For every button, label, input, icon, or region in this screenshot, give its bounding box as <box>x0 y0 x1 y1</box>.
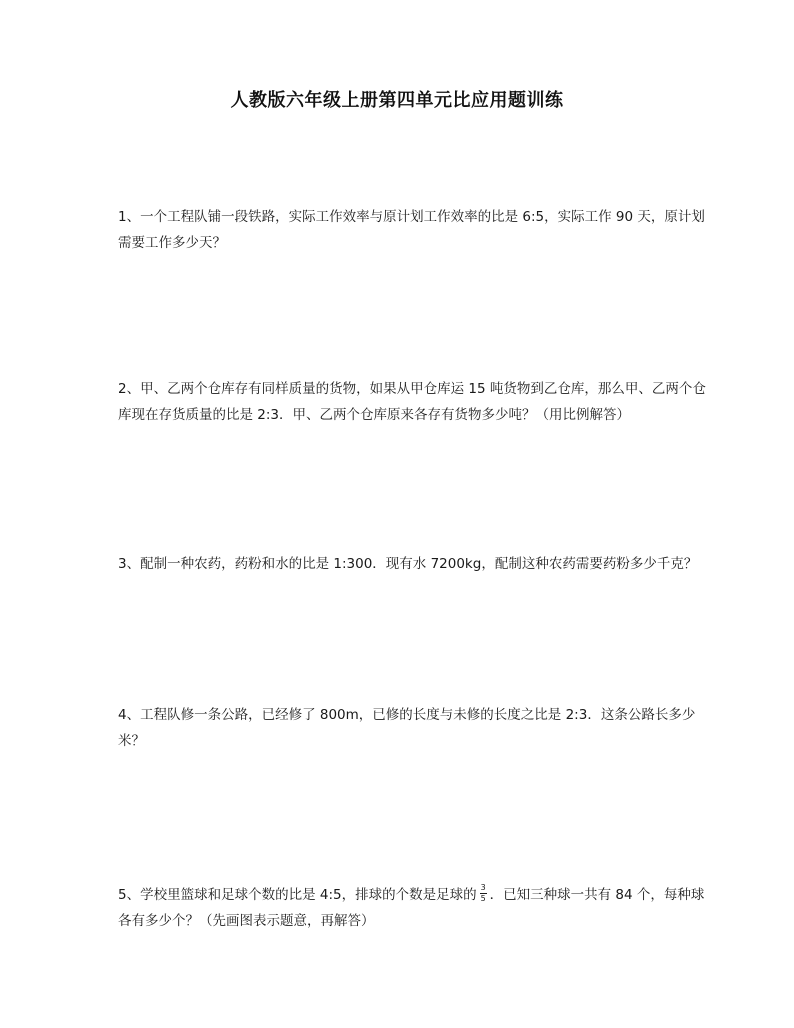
question-3-text: 3、配制一种农药，药粉和水的比是 1:300．现有水 7200kg，配制这种农药需要药粉多少千克？ <box>118 556 698 572</box>
question-4 <box>118 702 708 754</box>
question-5 <box>118 882 708 934</box>
question-4-text: 4、工程队修一条公路，已经修了 800m，已修的长度与未修的长度之比是 2:3．这条公路长多少米？ <box>118 707 696 749</box>
question-3 <box>118 551 708 577</box>
question-1 <box>118 204 708 256</box>
page-title: 人教版六年级上册第四单元比应用题训练 <box>230 90 564 111</box>
question-2 <box>118 376 708 428</box>
fraction-denominator: 5 <box>480 893 486 903</box>
fraction <box>480 884 487 903</box>
question-1-text: 1、一个工程队铺一段铁路，实际工作效率与原计划工作效率的比是 6:5，实际工作 90 天，原计划需要工作多少天？ <box>118 209 705 251</box>
question-2-text: 2、甲、乙两个仓库存有同样质量的货物，如果从甲仓库运 15 吨货物到乙仓库，那么甲、乙两个仓库现在存货质量的比是 2:3．甲、乙两个仓库原来各存有货物多少吨？（用比例解答） <box>118 381 706 423</box>
fraction-numerator: 3 <box>480 882 486 892</box>
question-5-text-before: 5、学校里篮球和足球个数的比是 4:5，排球的个数是足球的 <box>118 887 477 903</box>
question-5-text-after: ．已知三种球一共有 84 个，每种球各有多少个？（先画图表示题意，再解答） <box>118 887 705 929</box>
